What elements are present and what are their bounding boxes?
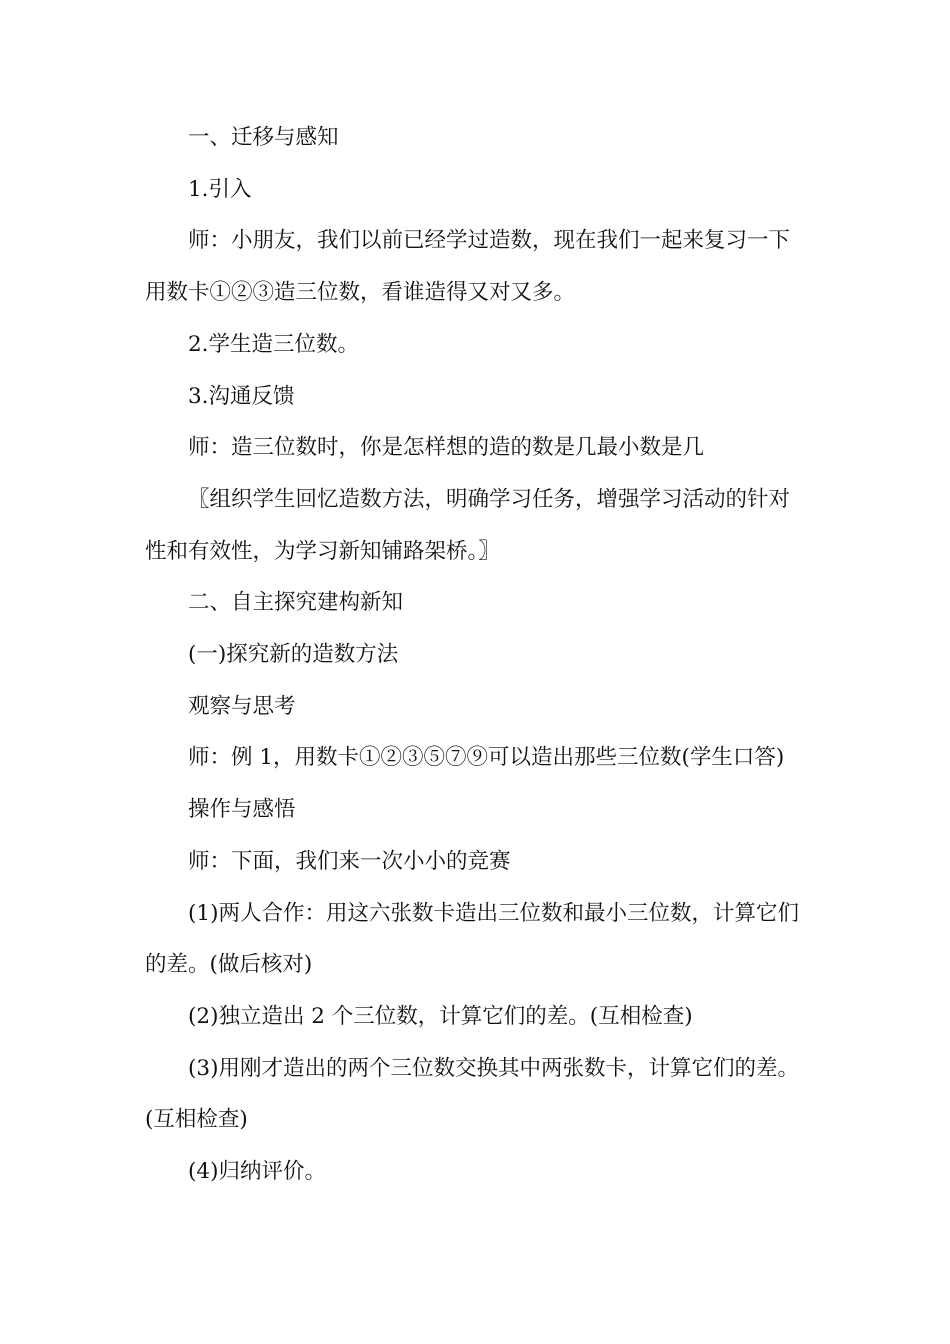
task-item-2: (2)独立造出 2 个三位数，计算它们的差。(互相检查) [188, 1003, 693, 1029]
teacher-line-example: 师：例 1，用数卡①②③⑤⑦⑨可以造出那些三位数(学生口答) [188, 745, 785, 771]
task-item-4: (4)归纳评价。 [188, 1159, 326, 1185]
document-body [145, 112, 805, 1198]
teacher-line-review: 师：小朋友，我们以前已经学过造数，现在我们一起来复习一下用数卡①②③造三位数，看谁造得又对又多。 [145, 228, 791, 306]
design-note: 〖组织学生回忆造数方法，明确学习任务，增强学习活动的针对性和有效性，为学习新知铺路架桥。〗 [145, 486, 791, 564]
teacher-line-question: 师：造三位数时，你是怎样想的造的数是几最小数是几 [188, 435, 705, 461]
teacher-line-contest: 师：下面，我们来一次小小的竞赛 [188, 848, 511, 874]
step-feedback: 3.沟通反馈 [188, 383, 295, 409]
section-heading-1: 一、迁移与感知 [188, 125, 339, 150]
activity-observe: 观察与思考 [188, 693, 296, 719]
step-intro: 1.引入 [188, 176, 252, 202]
task-item-1: (1)两人合作：用这六张数卡造出三位数和最小三位数，计算它们的差。(做后核对) [145, 900, 799, 978]
activity-operate: 操作与感悟 [188, 797, 296, 823]
subsection-heading: (一)探究新的造数方法 [188, 642, 399, 668]
section-heading-2: 二、自主探究建构新知 [188, 590, 404, 616]
task-item-3: (3)用刚才造出的两个三位数交换其中两张数卡，计算它们的差。(互相检查) [145, 1055, 799, 1133]
step-students-build: 2.学生造三位数。 [188, 331, 360, 357]
